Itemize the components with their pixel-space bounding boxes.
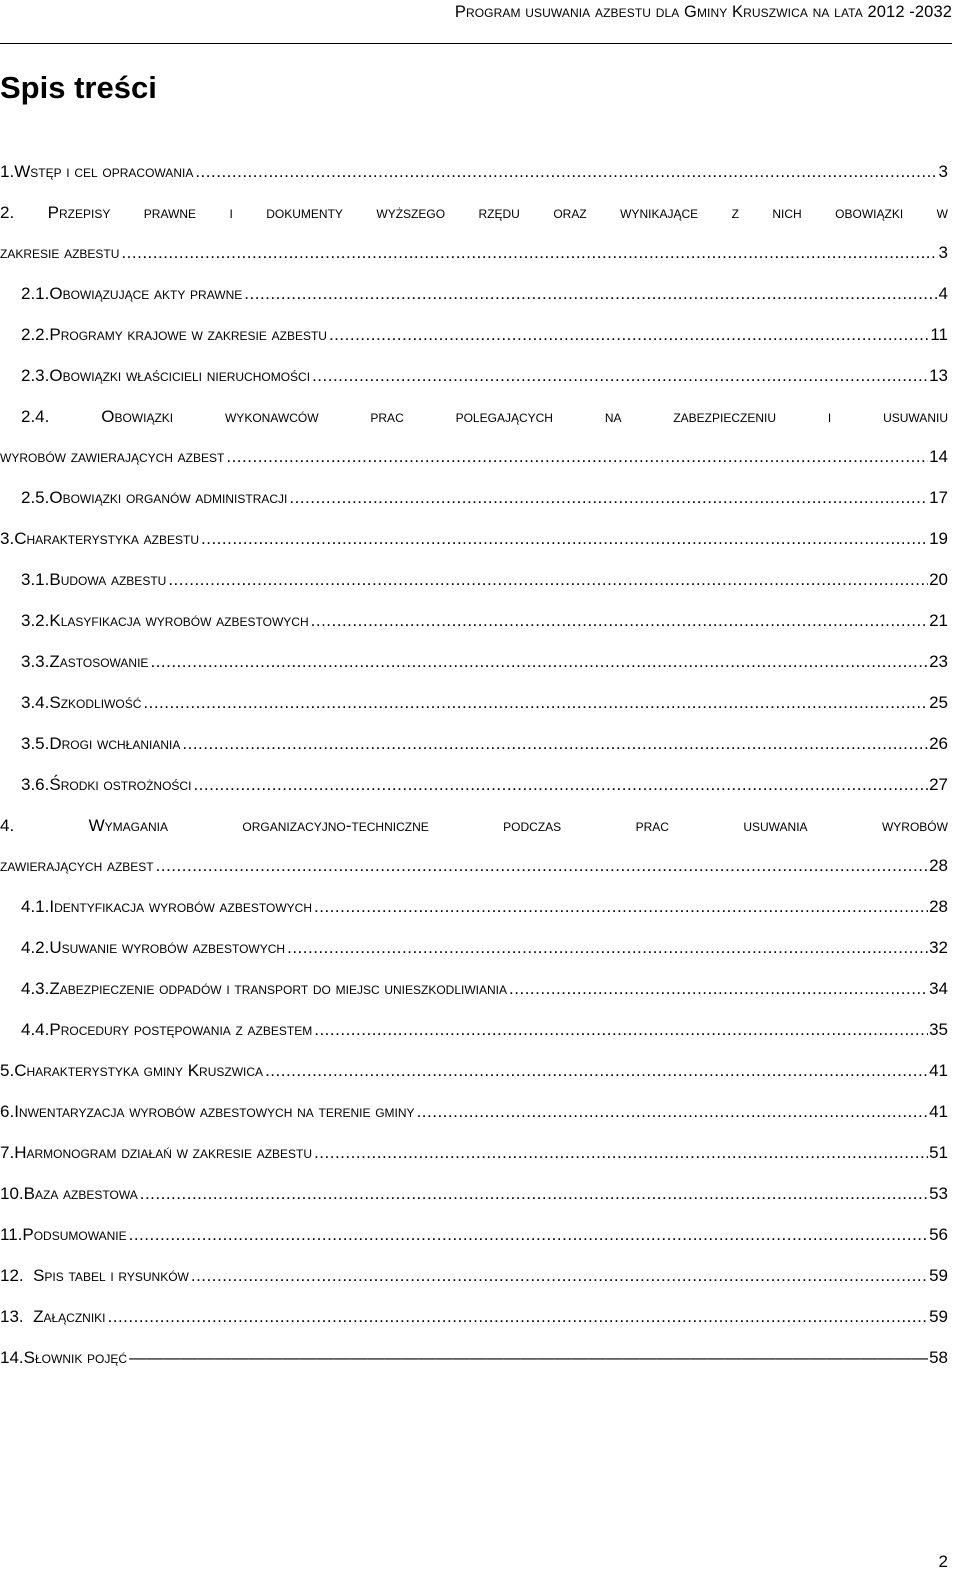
- toc-entry-title: Usuwanie wyrobów azbestowych: [49, 938, 286, 957]
- toc-word: z: [731, 203, 739, 222]
- toc-entry-number: 14.: [0, 1348, 24, 1367]
- toc-entry-page: 19: [929, 529, 948, 548]
- toc-entry-number: 3.5.: [21, 734, 50, 753]
- toc-entry[interactable]: [0, 1222, 948, 1248]
- toc-word: wynikające: [620, 203, 699, 222]
- toc-word: 2.: [0, 203, 15, 222]
- toc-entry[interactable]: [0, 1058, 948, 1084]
- toc-entry[interactable]: [0, 444, 948, 470]
- toc-word: obowiązki: [835, 203, 904, 222]
- toc-entry-number: 2.5.: [21, 488, 50, 507]
- toc-entry-page: 59: [929, 1307, 948, 1326]
- toc-word: w: [936, 203, 948, 222]
- toc-entry-number: 12.: [0, 1266, 34, 1285]
- toc-word: rzędu: [478, 203, 520, 222]
- toc-entry-title: Podsumowanie: [22, 1225, 127, 1244]
- dot-leader: [329, 322, 929, 348]
- toc-entry-page: 28: [929, 856, 948, 875]
- dot-leader: [193, 772, 928, 798]
- toc-entry-number: 13.: [0, 1307, 34, 1326]
- toc-entry-title: Zastosowanie: [49, 652, 149, 671]
- toc-word: usuwaniu: [883, 407, 948, 426]
- dot-leader: [265, 1058, 928, 1084]
- toc-entry-title: Obowiązki właścicieli nieruchomości: [49, 366, 311, 385]
- page-number: 2: [938, 1552, 948, 1571]
- toc-word: zabezpieczeniu: [673, 407, 777, 426]
- toc-entry[interactable]: [21, 567, 948, 593]
- toc-entry-title: Identyfikacja wyrobów azbestowych: [49, 897, 312, 916]
- toc-entry-title: zawierających azbest: [0, 856, 154, 875]
- toc-entry-number: 4.2.: [21, 938, 50, 957]
- toc-entry[interactable]: [21, 976, 948, 1002]
- toc-entry[interactable]: [21, 772, 948, 798]
- toc-word: prawne: [143, 203, 197, 222]
- toc-entry[interactable]: [21, 649, 948, 675]
- toc-entry[interactable]: [21, 1017, 948, 1043]
- dot-leader: [312, 363, 928, 389]
- toc-entry[interactable]: [0, 1263, 948, 1289]
- toc-entry-title: Budowa azbestu: [49, 570, 167, 589]
- toc-entry-number: 6.: [0, 1102, 15, 1121]
- toc-entry-number: 11.: [0, 1225, 23, 1244]
- toc-entry-number: 3.2.: [21, 611, 50, 630]
- toc-entry-title: Procedury postępowania z azbestem: [49, 1020, 313, 1039]
- toc-word: usuwania: [743, 816, 808, 835]
- toc-entry-page: 56: [929, 1225, 948, 1244]
- dot-leader: [201, 526, 928, 552]
- toc-entry[interactable]: [21, 731, 948, 757]
- toc-entry-number: 5.: [0, 1061, 15, 1080]
- dot-leader: [140, 1181, 928, 1207]
- toc-word: Wymagania: [88, 816, 168, 835]
- toc-entry[interactable]: [0, 526, 948, 552]
- dot-leader: [289, 485, 928, 511]
- toc-entry-first-line[interactable]: [0, 200, 948, 226]
- toc-entry[interactable]: [0, 159, 948, 185]
- toc-word: prac: [635, 816, 669, 835]
- toc-entry-number: 7.: [0, 1143, 15, 1162]
- toc-entry-title: Charakterystyka azbestu: [14, 529, 200, 548]
- dot-leader: [287, 935, 928, 961]
- toc-entry-title: Zabezpieczenie odpadów i transport do miejsc unieszkodliwiania: [49, 979, 508, 998]
- toc-entry-page: 27: [929, 775, 948, 794]
- toc-entry-title: wyrobów zawierających azbest: [0, 447, 225, 466]
- toc-word: prac: [370, 407, 404, 426]
- running-header: [0, 0, 952, 44]
- toc-entry-page: 25: [929, 693, 948, 712]
- toc-entry-title: Drogi wchłaniania: [49, 734, 181, 753]
- toc-entry-page: 41: [929, 1061, 948, 1080]
- running-header-title: Program usuwania azbestu dla Gminy Kruszwica na lata 2012 -2032: [454, 3, 952, 21]
- toc-entry-first-line[interactable]: [21, 404, 948, 430]
- dash-leader: [129, 1345, 928, 1371]
- toc-word: wyższego: [376, 203, 446, 222]
- dot-leader: [156, 853, 928, 879]
- toc-entry-title: Inwentaryzacja wyrobów azbestowych na terenie gminy: [14, 1102, 415, 1121]
- dot-leader: [150, 649, 928, 675]
- dot-leader: [108, 1304, 929, 1330]
- toc-entry-page: 3: [938, 162, 948, 181]
- toc-entry-page: 23: [929, 652, 948, 671]
- dot-leader: [314, 1017, 928, 1043]
- toc-entry-page: 4: [938, 284, 948, 303]
- toc-entry-page: 53: [929, 1184, 948, 1203]
- toc-word: i: [229, 203, 233, 222]
- dot-leader: [311, 608, 928, 634]
- toc-entry-number: 3.6.: [21, 775, 50, 794]
- toc-entry-title: Środki ostrożności: [49, 775, 192, 794]
- toc-entry[interactable]: [0, 1099, 948, 1125]
- toc-entry-number: 3.: [0, 529, 15, 548]
- toc-entry[interactable]: [0, 1304, 948, 1330]
- toc-entry[interactable]: [0, 240, 948, 266]
- dot-leader: [417, 1099, 929, 1125]
- toc-entry-title: Wstęp i cel opracowania: [14, 162, 194, 181]
- toc-word: 2.4.: [21, 407, 50, 426]
- toc-entry[interactable]: [21, 894, 948, 920]
- toc-entry-title: Szkodliwość: [49, 693, 142, 712]
- toc-entry-number: 2.3.: [21, 366, 50, 385]
- toc-entry-page: 59: [929, 1266, 948, 1285]
- dot-leader: [121, 240, 937, 266]
- dot-leader: [182, 731, 928, 757]
- toc-entry[interactable]: [21, 690, 948, 716]
- toc-entry-number: 2.1.: [21, 284, 50, 303]
- toc-entry-page: 32: [929, 938, 948, 957]
- toc-entry-page: 58: [929, 1348, 948, 1367]
- toc-word: i: [827, 407, 832, 426]
- toc-entry-title: Charakterystyka gminy Kruszwica: [14, 1061, 264, 1080]
- toc-entry[interactable]: [21, 485, 948, 511]
- toc-entry-title: Baza azbestowa: [23, 1184, 138, 1203]
- toc-entry-page: 14: [929, 447, 948, 466]
- toc-entry-page: 13: [929, 366, 948, 385]
- toc-word: polegających: [455, 407, 553, 426]
- toc-entry-page: 21: [929, 611, 948, 630]
- toc-entry-number: 4.4.: [21, 1020, 50, 1039]
- toc-entry-page: 41: [929, 1102, 948, 1121]
- toc-entry[interactable]: [0, 1181, 948, 1207]
- toc-word: Obowiązki: [101, 407, 174, 426]
- toc-word: 4.: [0, 816, 15, 835]
- dot-leader: [314, 1140, 928, 1166]
- toc-entry-first-line[interactable]: [0, 813, 948, 839]
- toc-word: nich: [772, 203, 802, 222]
- toc-entry[interactable]: [21, 935, 948, 961]
- toc-entry[interactable]: [21, 608, 948, 634]
- toc-word: na: [604, 407, 622, 426]
- dot-leader: [509, 976, 928, 1002]
- toc-entry-page: 35: [929, 1020, 948, 1039]
- toc-entry-page: 17: [929, 488, 948, 507]
- toc-entry-number: 10.: [0, 1184, 24, 1203]
- toc-word: podczas: [503, 816, 562, 835]
- dot-leader: [129, 1222, 928, 1248]
- toc-entry-title: Słownik pojęć: [23, 1348, 128, 1367]
- toc-entry-number: 2.2.: [21, 325, 50, 344]
- toc-word: organizacyjno-techniczne: [242, 816, 429, 835]
- dot-leader: [168, 567, 928, 593]
- toc-entry-page: 34: [929, 979, 948, 998]
- toc-entry-page: 3: [938, 243, 948, 262]
- toc-entry-number: 1.: [0, 162, 15, 181]
- toc-entry-number: 4.1.: [21, 897, 50, 916]
- toc-entry-page: 28: [929, 897, 948, 916]
- toc-entry-number: 4.3.: [21, 979, 50, 998]
- toc-entry-title: Klasyfikacja wyrobów azbestowych: [49, 611, 309, 630]
- toc-entry[interactable]: [0, 1140, 948, 1166]
- toc-entry[interactable]: [21, 363, 948, 389]
- toc-entry-title: Obowiązujące akty prawne: [49, 284, 243, 303]
- toc-word: Przepisy: [47, 203, 111, 222]
- toc-entry-number: 3.4.: [21, 693, 50, 712]
- toc-entry[interactable]: [21, 281, 948, 307]
- toc-entry-title: Obowiązki organów administracji: [49, 488, 288, 507]
- toc-entry[interactable]: [0, 853, 948, 879]
- toc-heading: Spis treści: [0, 70, 157, 105]
- toc-entry-number: 3.1.: [21, 570, 50, 589]
- toc-entry-page: 20: [929, 570, 948, 589]
- toc-entry-number: 3.3.: [21, 652, 50, 671]
- dot-leader: [195, 159, 937, 185]
- toc-entry-title: Harmonogram działań w zakresie azbestu: [14, 1143, 313, 1162]
- toc-word: dokumenty: [266, 203, 343, 222]
- toc-entry-page: 26: [929, 734, 948, 753]
- toc-word: wyrobów: [881, 816, 948, 835]
- dot-leader: [314, 894, 928, 920]
- toc-entry-page: 51: [929, 1143, 948, 1162]
- toc-word: oraz: [553, 203, 587, 222]
- toc-entry-title: zakresie azbestu: [0, 243, 120, 262]
- dot-leader: [143, 690, 928, 716]
- toc-entry-page: 11: [930, 325, 948, 344]
- dot-leader: [226, 444, 928, 470]
- dot-leader: [244, 281, 937, 307]
- toc-entry-title: Programy krajowe w zakresie azbestu: [49, 325, 327, 344]
- dot-leader: [191, 1263, 928, 1289]
- toc-entry[interactable]: [21, 322, 948, 348]
- toc-word: wykonawców: [224, 407, 319, 426]
- toc-entry-title: Spis tabel i rysunków: [33, 1266, 189, 1285]
- toc-entry[interactable]: [0, 1345, 948, 1371]
- toc-entry-title: Załączniki: [33, 1307, 106, 1326]
